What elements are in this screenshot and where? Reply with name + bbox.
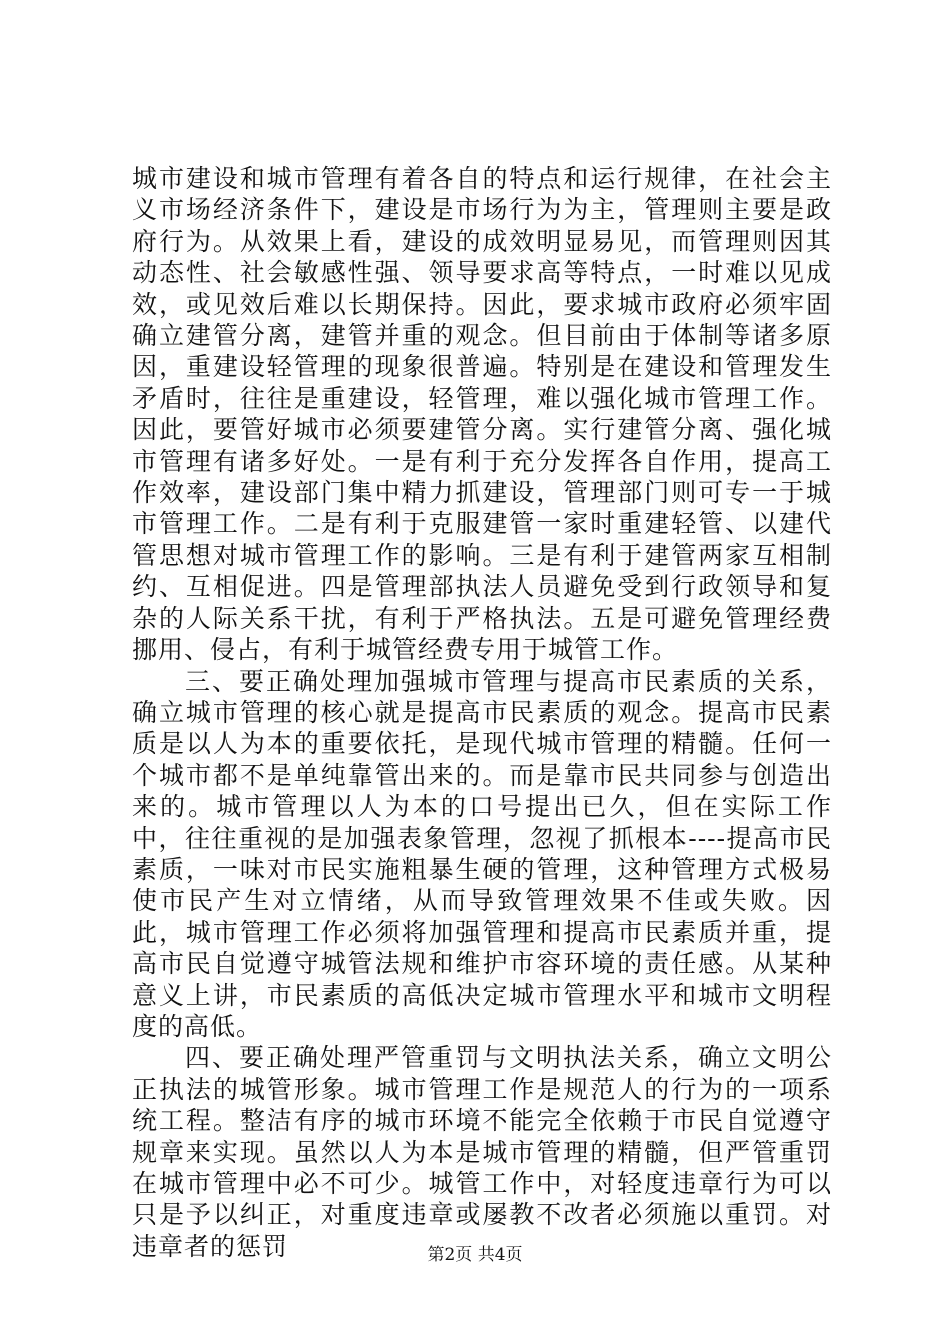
paragraph-section-three: 三、要正确处理加强城市管理与提高市民素质的关系，确立城市管理的核心就是提高市民素质的观念。提高市民素质是以人为本的重要依托，是现代城市管理的精髓。任何一个城市都不是单纯靠管出来的。而是靠市民共同参与创造出来的。城市管理以人为本的口号提出已久，但在实际工作中，往往重视的是加强表象管理，忽视了抓根本----提高市民素质，一味对市民实施粗暴生硬的管理，这种管理方式极易使市民产生对立情绪，从而导致管理效果不佳或失败。因此，城市管理工作必须将加强管理和提高市民素质并重，提高市民自觉遵守城管法规和维护市容环境的责任感。从某种意义上讲，市民素质的高低决定城市管理水平和城市文明程度的高低。 [132,666,832,1041]
paragraph-continued: 城市建设和城市管理有着各自的特点和运行规律，在社会主义市场经济条件下，建设是市场行为为主，管理则主要是政府行为。从效果上看，建设的成效明显易见，而管理则因其动态性、社会敏感性强、领导要求高等特点，一时难以见成效，或见效后难以长期保持。因此，要求城市政府必须牢固确立建管分离，建管并重的观念。但目前由于体制等诸多原因，重建设轻管理的现象很普遍。特别是在建设和管理发生矛盾时，往往是重建设，轻管理，难以强化城市管理工作。因此，要管好城市必须要建管分离。实行建管分离、强化城市管理有诸多好处。一是有利于充分发挥各自作用，提高工作效率，建设部门集中精力抓建设，管理部门则可专一于城市管理工作。二是有利于克服建管一家时重建轻管、以建代管思想对城市管理工作的影响。三是有利于建管两家互相制约、互相促进。四是管理部执法人员避免受到行政领导和复杂的人际关系干扰，有利于严格执法。五是可避免管理经费挪用、侵占，有利于城管经费专用于城管工作。 [132,164,832,665]
paragraph-section-four: 四、要正确处理严管重罚与文明执法关系，确立文明公正执法的城管形象。城市管理工作是规范人的行为的一项系统工程。整洁有序的城市环境不能完全依赖于市民自觉遵守规章来实现。虽然以人为本是城市管理的精髓，但严管重罚在城市管理中必不可少。城管工作中，对轻度违章行为可以只是予以纠正，对重度违章或屡教不改者必须施以重罚。对违章者的惩罚 [132,1043,832,1261]
page-footer [0,1240,950,1265]
document-body [132,163,832,1262]
page-number-label: 第2页 共4页 [427,1245,523,1265]
